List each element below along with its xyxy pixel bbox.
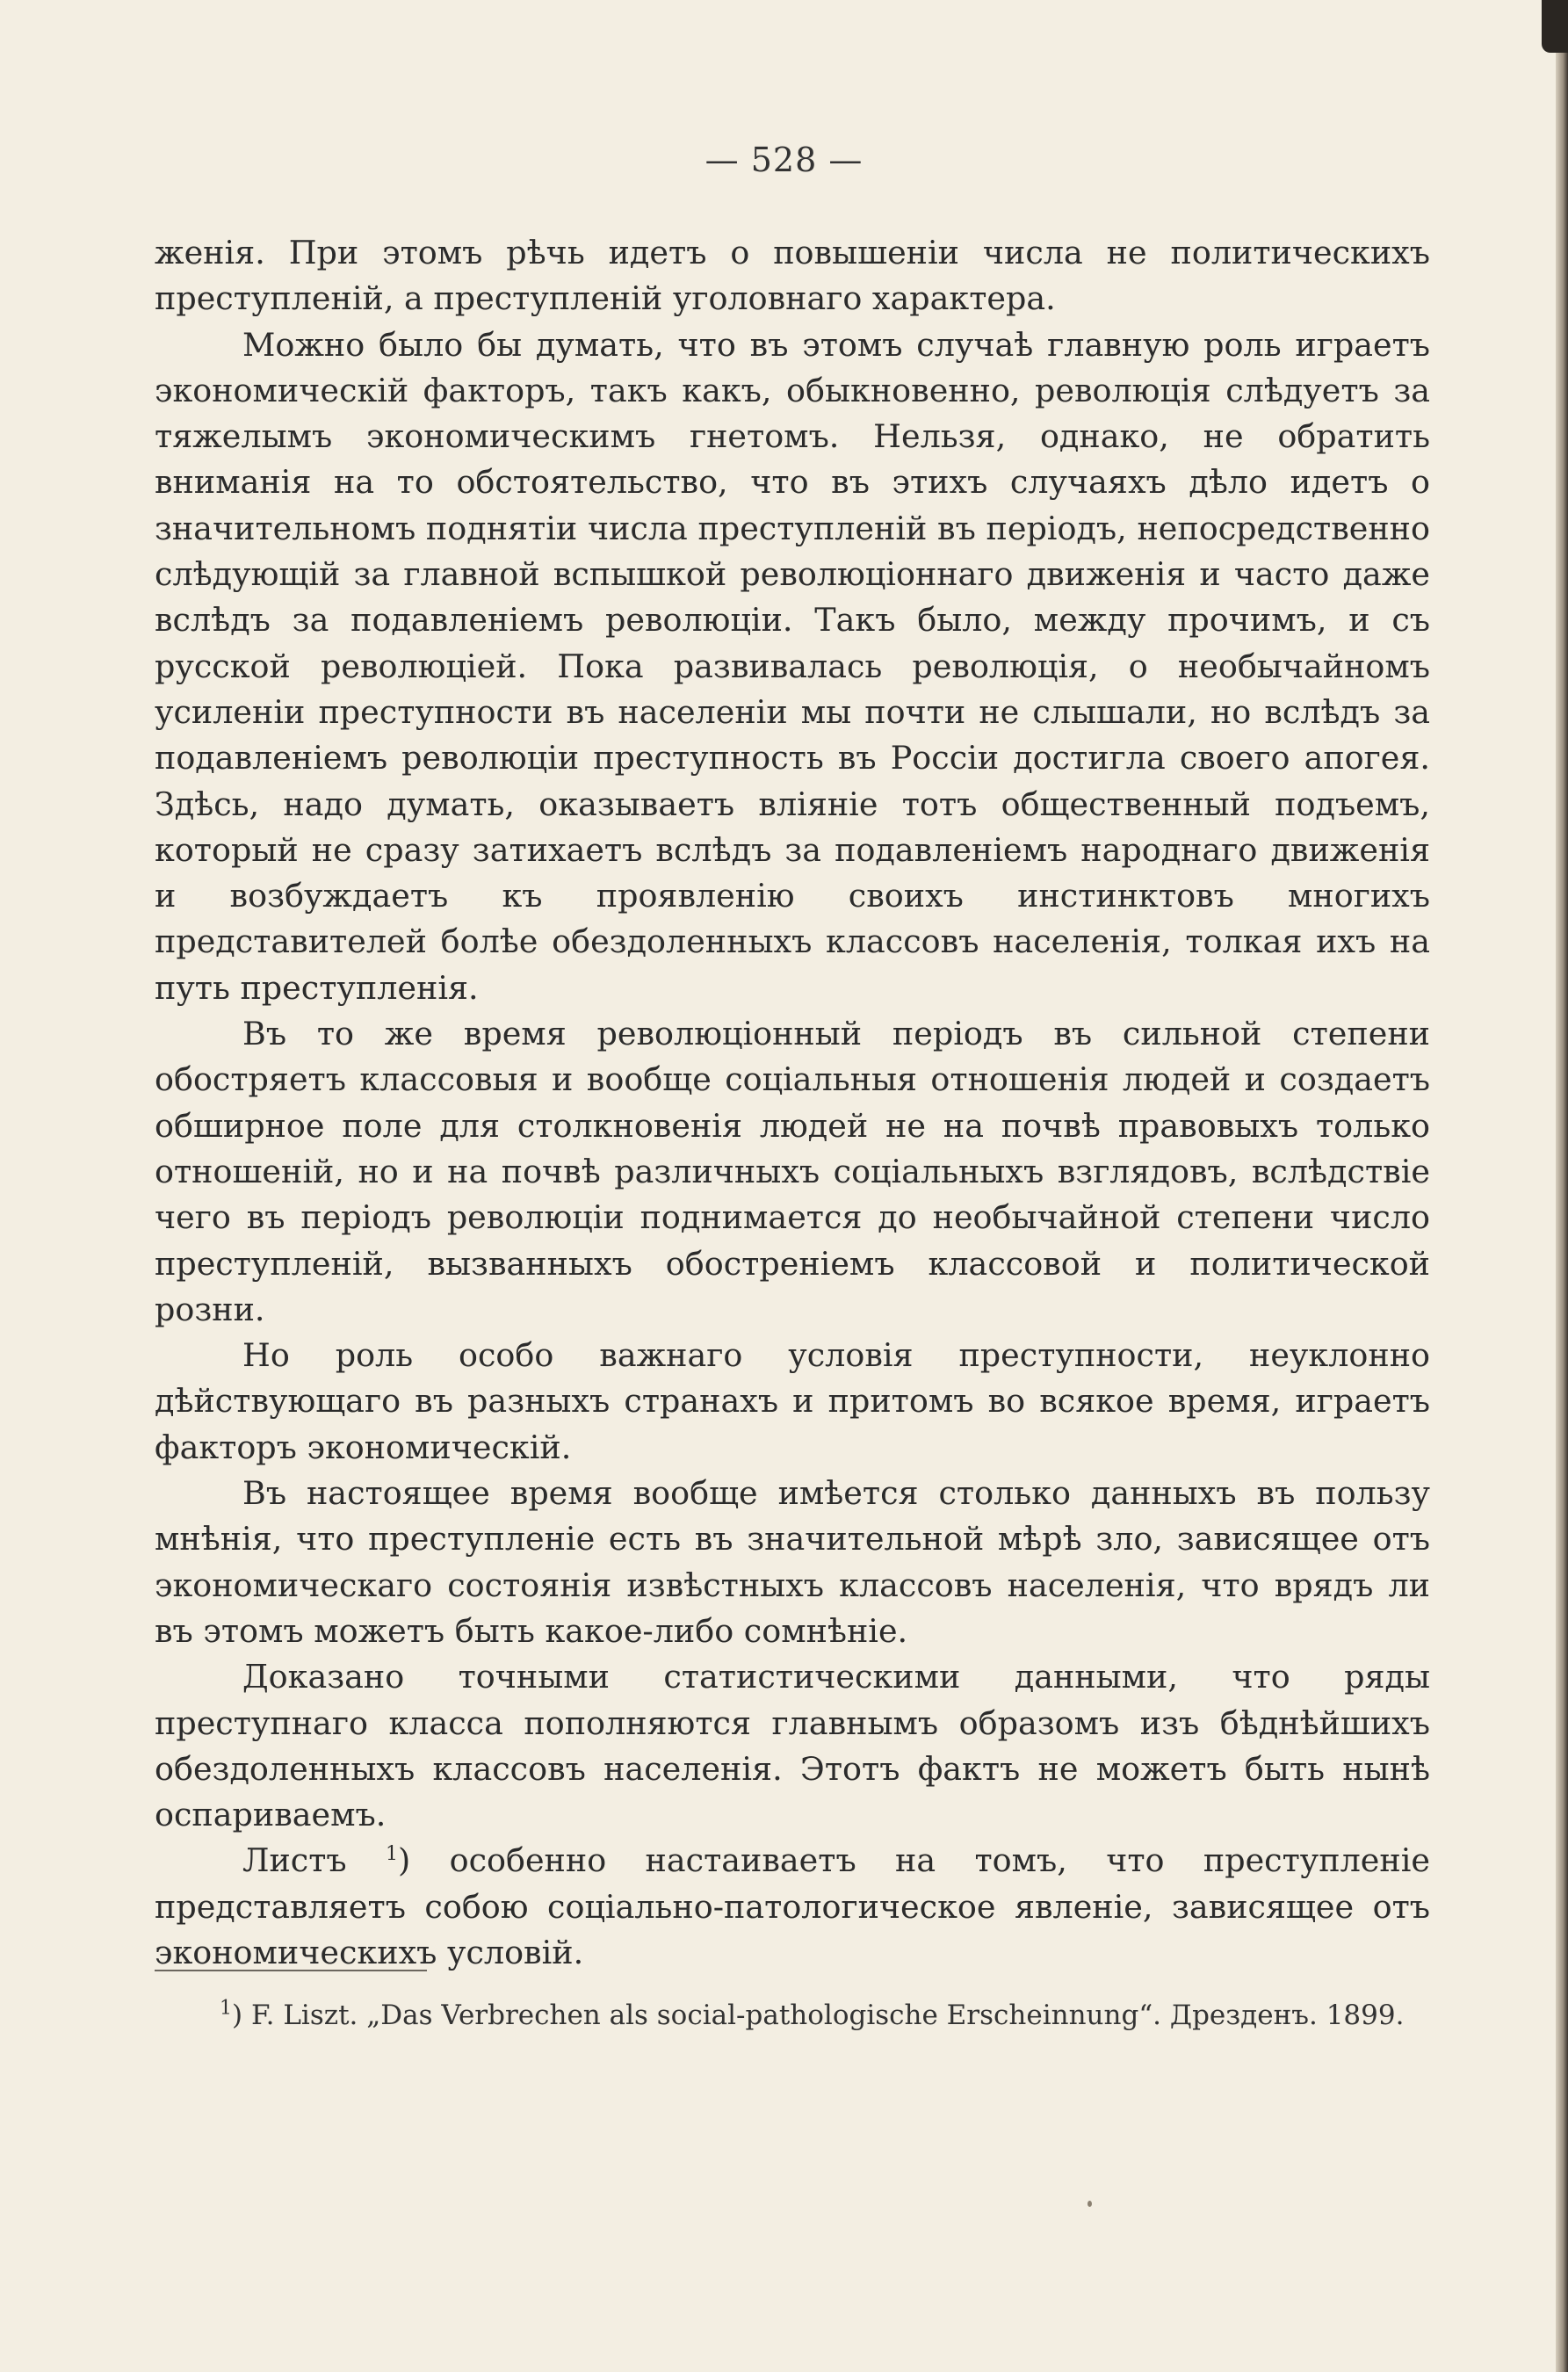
paragraph-5: Въ настоящее время вообще имѣется столько данныхъ въ пользу мнѣнія, что преступленіе есть въ значительной мѣрѣ зло, зависящее отъ экономическаго состоянія извѣстныхъ классовъ населенія, что врядъ ли въ этомъ можетъ быть какое-либо сомнѣніе. [155, 1474, 1430, 1650]
footnote-divider [155, 1970, 427, 1971]
paragraph-2: Можно было бы думать, что въ этомъ случаѣ главную роль играетъ экономическій факторъ, такъ какъ, обыкновенно, революція слѣдуетъ за тяжелымъ экономическимъ гнетомъ. Нельзя, однако, не обратить вниманія на то обстоятельство, что въ этихъ случаяхъ дѣло идетъ о значительномъ поднятіи числа преступленій въ періодъ, непосредственно слѣдующій за главной вспышкой революціоннаго движенія и часто даже вслѣдъ за подавленіемъ революціи. Такъ было, между прочимъ, и съ русской революціей. Пока развивалась революція, о необычайномъ усиленіи преступности въ населеніи мы почти не слышали, но вслѣдъ за подавленіемъ революціи преступность въ Россіи достигла своего апогея. Здѣсь, надо думать, оказываетъ вліяніе тотъ общественный подъемъ, который не сразу затихаетъ вслѣдъ за подавленіемъ народнаго движенія и возбуждаетъ къ проявленію своихъ инстинктовъ многихъ представителей болѣе обездоленныхъ классовъ населенія, толкая ихъ на путь преступленія. [155, 325, 1430, 1007]
paragraph-7 [155, 1838, 1430, 1976]
paragraph-3: Въ то же время революціонный періодъ въ сильной степени обостряетъ классовыя и вообще соціальныя отношенія людей и создаетъ обширное поле для столкновенія людей не на почвѣ правовыхъ только отношеній, но и на почвѣ различныхъ соціальныхъ взглядовъ, вслѣдствіе чего въ періодъ революціи поднимается до необычайной степени число преступленій, вызванныхъ обостреніемъ классовой и политической розни. [155, 1015, 1430, 1328]
paragraph-1: женія. При этомъ рѣчь идетъ о повышеніи числа не политическихъ преступленій, а преступленій уголовнаго характера. [155, 234, 1430, 318]
paragraph-7-rest: ) особенно настаиваетъ на томъ, что преступленіе представляетъ собою соціально-патологическое явленіе, зависящее отъ экономическихъ условій. [155, 1841, 1430, 1971]
footnote-text: ) F. Liszt. „Das Verbrechen als social-pathologische Erscheinnung“. Дрезденъ. 1899. [232, 2000, 1405, 2031]
paragraph-6: Доказано точными статистическими данными, что ряды преступнаго класса пополняются главнымъ образомъ изъ бѣднѣйшихъ обездоленныхъ классовъ населенія. Этотъ фактъ не можетъ быть нынѣ оспариваемъ. [155, 1658, 1430, 1834]
paragraph-4: Но роль особо важнаго условія преступности, неуклонно дѣйствующаго въ разныхъ странахъ и притомъ во всякое время, играетъ факторъ экономическій. [155, 1336, 1430, 1466]
footnote-marker: 1 [220, 1997, 232, 2020]
paper-speck [1087, 2201, 1092, 2207]
body-text [155, 230, 1430, 1976]
page-corner-mark [1542, 0, 1568, 53]
paragraph-7-start: Листъ [242, 1841, 386, 1880]
footnote [220, 1996, 1432, 2035]
footnote-reference: 1 [386, 1843, 398, 1866]
page-edge-shadow [1556, 0, 1568, 2372]
page-number: — 528 — [705, 141, 863, 179]
